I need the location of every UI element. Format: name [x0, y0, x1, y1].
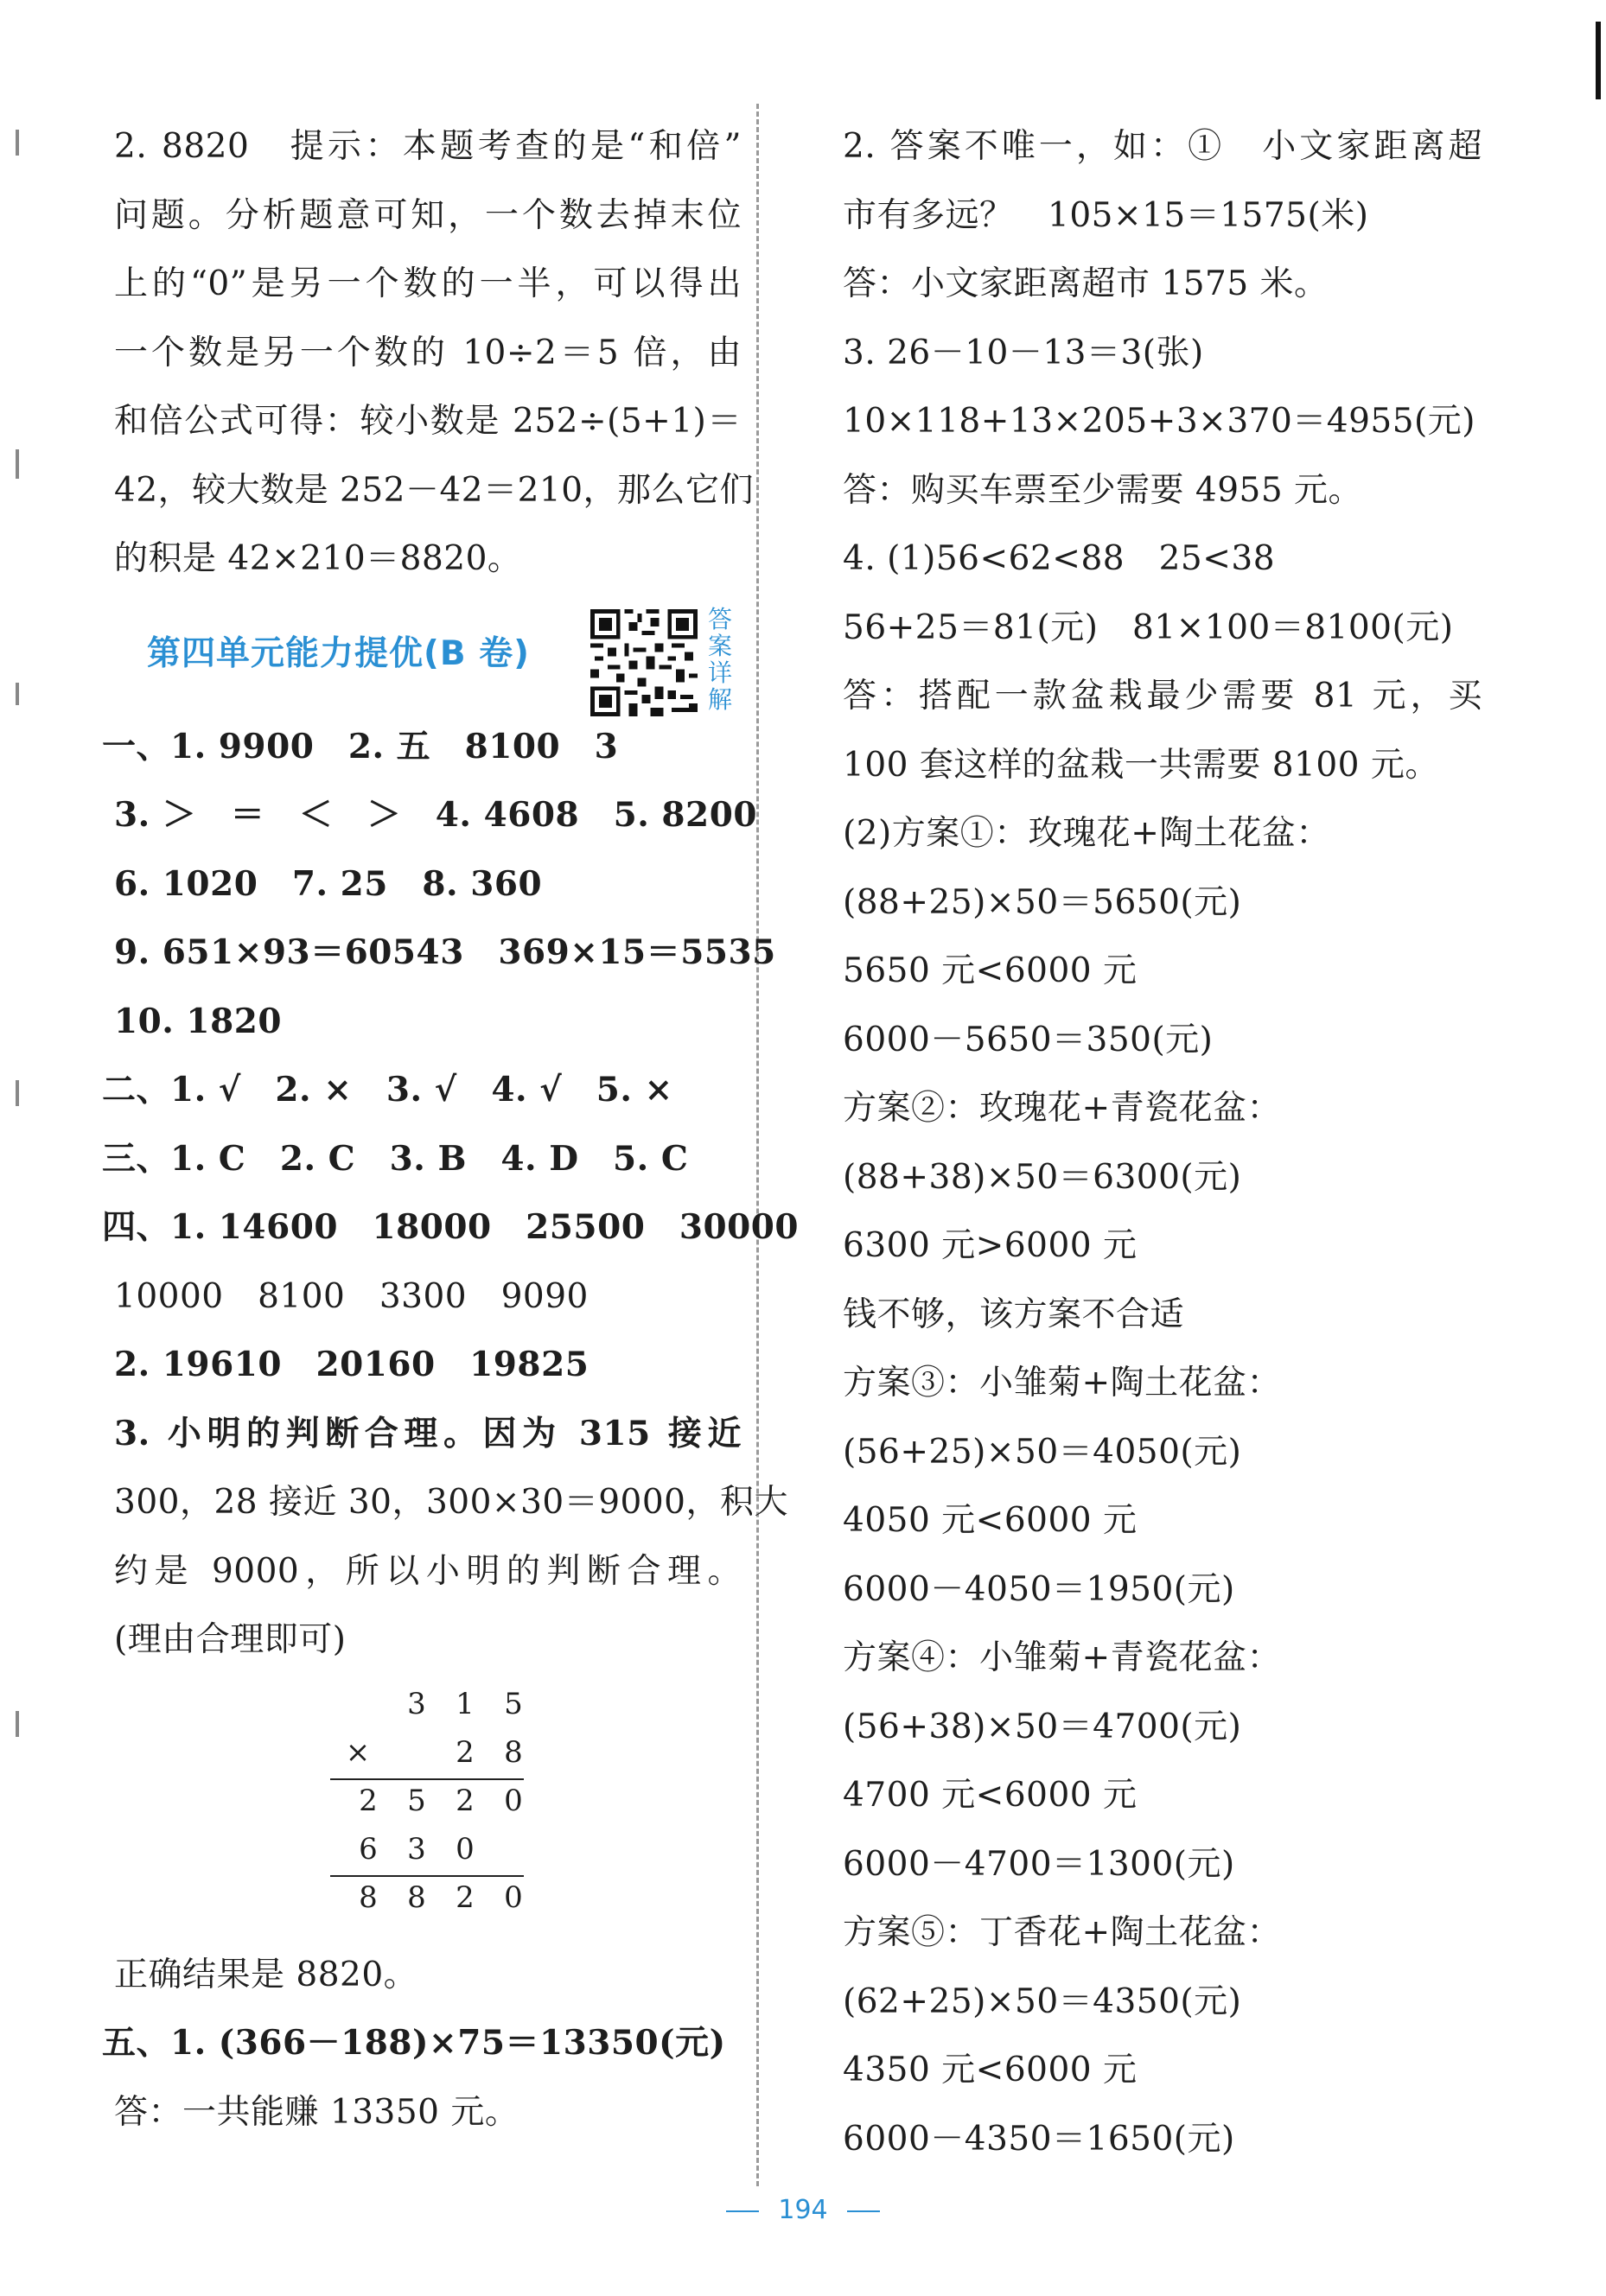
text-line: 的积是 42×210＝8820。 — [114, 539, 522, 578]
vertical-rule — [330, 1778, 524, 1780]
vertical-digit: 2 — [456, 1734, 475, 1770]
text-line: 一个数是另一个数的 10÷2＝5 倍，由 — [114, 333, 742, 372]
answer-line: 10×118+13×205+3×370＝4955(元) — [843, 402, 1475, 441]
answer-line: (56+38)×50＝4700(元) — [843, 1707, 1242, 1746]
vertical-digit: 1 — [456, 1686, 475, 1721]
qr-code-icon[interactable] — [590, 609, 698, 716]
answer-line: (2)方案①：玫瑰花+陶土花盆： — [843, 814, 1330, 853]
answer-line: 2. 19610 20160 19825 — [114, 1345, 590, 1384]
vertical-digit: 6 — [359, 1831, 378, 1867]
vertical-digit: 3 — [407, 1831, 426, 1867]
answer-line: 答：小文家距离超市 1575 米。 — [843, 264, 1329, 303]
left-column — [102, 112, 800, 2147]
section-heading — [102, 594, 742, 713]
answer-line: 方案④：小雏菊+青瓷花盆： — [843, 1638, 1282, 1677]
vertical-digit: 8 — [504, 1734, 523, 1770]
answer-line: 4700 元<6000 元 — [843, 1776, 1138, 1815]
answer-line: 四、1. 14600 18000 25500 30000 — [102, 1207, 800, 1247]
answer-line: (理由合理即可) — [114, 1620, 347, 1659]
text-line: 问题。分析题意可知，一个数去掉末位 — [114, 195, 742, 235]
answer-line: 56+25＝81(元) 81×100＝8100(元) — [843, 607, 1454, 647]
answer-line: 钱不够，该方案不合适 — [843, 1294, 1185, 1334]
binding-margin-mark — [16, 683, 19, 705]
vertical-digit: 0 — [504, 1783, 523, 1818]
answer-line: 6000－4050＝1950(元) — [843, 1569, 1235, 1609]
answer-line: 约是 9000，所以小明的判断合理。 — [114, 1551, 742, 1591]
answer-line: 10000 8100 3300 9090 — [114, 1276, 589, 1316]
footer-dash — [847, 2210, 880, 2212]
answer-line: 4050 元<6000 元 — [843, 1501, 1138, 1540]
answer-line: 2. 答案不唯一，如：① 小文家距离超 — [843, 127, 1482, 166]
answer-line: 方案⑤：丁香花+陶土花盆： — [843, 1913, 1282, 1952]
answer-line: (88+25)×50＝5650(元) — [843, 882, 1242, 922]
answer-line: 3. 26－10－13＝3(张) — [843, 333, 1204, 372]
vertical-digit: 2 — [456, 1783, 475, 1818]
binding-margin-mark — [16, 1080, 19, 1106]
column-divider — [756, 104, 759, 2186]
binding-margin-mark — [16, 1711, 19, 1737]
answer-line: 5650 元<6000 元 — [843, 951, 1138, 990]
page-number: 194 — [778, 2195, 828, 2225]
answer-line: 方案③：小雏菊+陶土花盆： — [843, 1364, 1282, 1402]
qr-code-label: 答案详解 — [707, 604, 732, 714]
answer-line: 答：搭配一款盆栽最少需要 81 元，买 — [843, 677, 1482, 716]
answer-line: 方案②：玫瑰花+青瓷花盆： — [843, 1089, 1282, 1128]
vertical-rule — [330, 1875, 524, 1877]
text-line: 2. 8820 提示：本题考查的是“和倍” — [114, 127, 742, 166]
answer-line: 10. 1820 — [114, 1001, 282, 1041]
answer-line: 三、1. C 2. C 3. B 4. D 5. C — [102, 1138, 689, 1179]
answer-line: 300，28 接近 30，300×30＝9000，积大 — [114, 1483, 788, 1522]
vertical-multiplication — [102, 1675, 742, 1941]
answer-line: 二、1. √ 2. × 3. √ 4. √ 5. × — [102, 1070, 673, 1110]
answer-line: 6000－4700＝1300(元) — [843, 1844, 1235, 1884]
footer-dash — [726, 2210, 759, 2212]
vertical-digit: 8 — [359, 1879, 378, 1915]
answer-line: 五、1. (366－188)×75＝13350(元) — [102, 2023, 726, 2063]
page-footer — [0, 2195, 1606, 2225]
answer-line: (56+25)×50＝4050(元) — [843, 1432, 1242, 1472]
vertical-digit: 0 — [456, 1831, 475, 1867]
answer-line: 9. 651×93＝60543 369×15＝5535 — [114, 932, 776, 972]
answer-line: 答：购买车票至少需要 4955 元。 — [843, 470, 1363, 510]
vertical-digit: 2 — [359, 1783, 378, 1818]
answer-line: 100 套这样的盆栽一共需要 8100 元。 — [843, 745, 1439, 785]
section-title: 第四单元能力提优(B 卷) — [147, 633, 530, 673]
answer-line: (88+38)×50＝6300(元) — [843, 1157, 1242, 1197]
right-column — [843, 112, 1482, 2173]
answer-line: 6000－5650＝350(元) — [843, 1020, 1214, 1059]
answer-line: 3. 小明的判断合理。因为 315 接近 — [114, 1413, 742, 1453]
answer-line: 正确结果是 8820。 — [114, 1955, 418, 1994]
answer-line: 答：一共能赚 13350 元。 — [114, 2092, 519, 2132]
binding-margin-mark — [16, 449, 19, 479]
text-line: 和倍公式可得：较小数是 252÷(5+1)＝ — [114, 402, 742, 441]
answer-line: 3. ＞ ＝ ＜ ＞ 4. 4608 5. 8200 — [114, 795, 757, 835]
vertical-digit: 2 — [456, 1879, 475, 1915]
answer-line: 6300 元>6000 元 — [843, 1226, 1138, 1265]
page-edge-mark — [1596, 22, 1601, 99]
vertical-digit: 5 — [407, 1783, 426, 1818]
answer-line: 一、1. 9900 2. 五 8100 3 — [102, 726, 619, 766]
answer-line: 6. 1020 7. 25 8. 360 — [114, 863, 543, 904]
answer-line: 4. (1)56<62<88 25<38 — [843, 539, 1276, 578]
answer-line: 6000－4350＝1650(元) — [843, 2119, 1235, 2159]
answer-line: 市有多远？ 105×15＝1575(米) — [843, 195, 1369, 235]
vertical-digit: 0 — [504, 1879, 523, 1915]
vertical-digit: 3 — [407, 1686, 426, 1721]
binding-margin-mark — [16, 130, 19, 156]
vertical-operator: × — [345, 1734, 371, 1770]
text-line: 42，较大数是 252－42＝210，那么它们 — [114, 470, 755, 510]
text-line: 上的“0”是另一个数的一半，可以得出 — [114, 264, 742, 303]
answer-line: (62+25)×50＝4350(元) — [843, 1981, 1242, 2021]
vertical-digit: 5 — [504, 1686, 523, 1721]
vertical-digit: 8 — [407, 1879, 426, 1915]
answer-line: 4350 元<6000 元 — [843, 2051, 1138, 2089]
